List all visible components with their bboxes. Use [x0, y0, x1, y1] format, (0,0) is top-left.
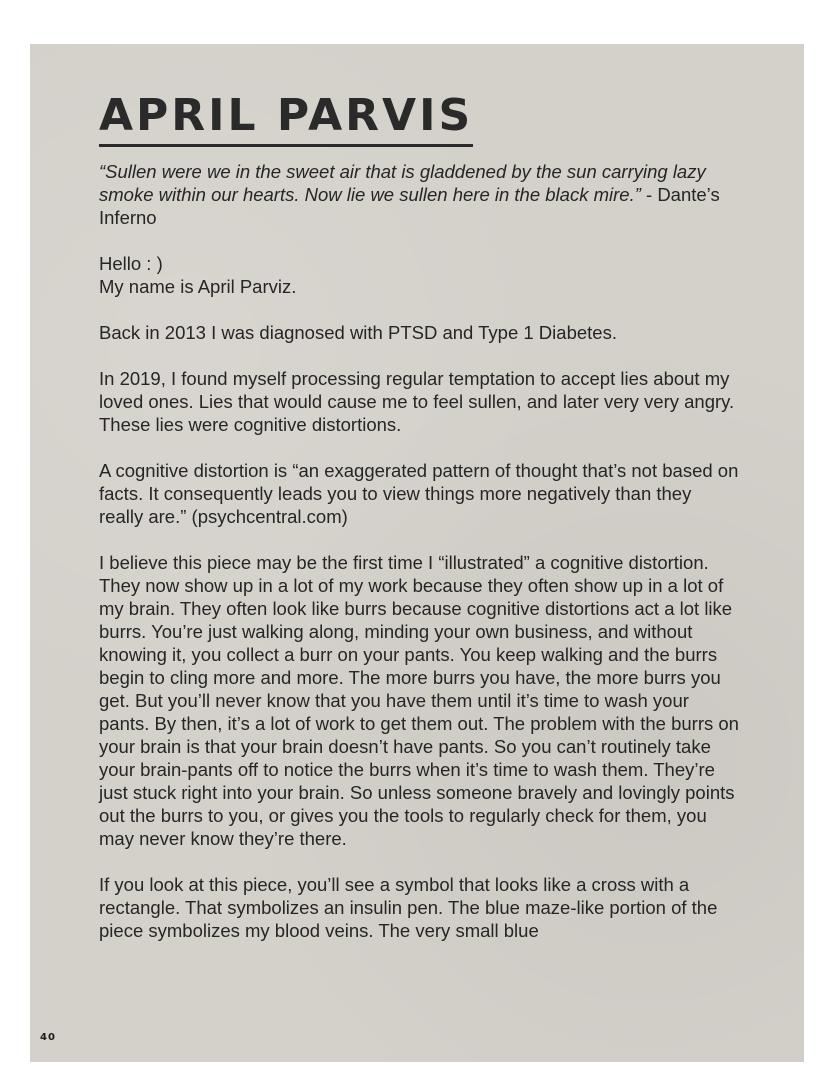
- page-title: APRIL PARVIS: [99, 94, 473, 147]
- greeting-line-2: My name is April Parviz.: [99, 276, 297, 297]
- greeting-line-1: Hello : ): [99, 253, 163, 274]
- epigraph-attribution: - Dante’s Inferno: [99, 184, 720, 228]
- epigraph: [99, 160, 739, 229]
- page: [30, 44, 804, 1062]
- article-body: [99, 160, 739, 965]
- greeting: [99, 252, 739, 298]
- paragraph-2019: In 2019, I found myself processing regular temptation to accept lies about my loved ones. Lies that would cause me to feel sullen, and later very very angry. These lies were cognitive distortions.: [99, 368, 735, 435]
- paragraph-definition: A cognitive distortion is “an exaggerated pattern of thought that’s not based on facts. It consequently leads you to view things more negatively than they really are.” (psychcentral.com): [99, 460, 739, 527]
- page-number: 40: [40, 1032, 56, 1043]
- paragraph-diagnosis: Back in 2013 I was diagnosed with PTSD and Type 1 Diabetes.: [99, 322, 617, 343]
- paragraph-symbols: If you look at this piece, you’ll see a symbol that looks like a cross with a rectangle. That symbolizes an insulin pen. The blue maze-like portion of the piece symbolizes my blood veins. The very small blue: [99, 874, 718, 941]
- paragraph-burrs: I believe this piece may be the first time I “illustrated” a cognitive distortion. They now show up in a lot of my work because they often show up in a lot of my brain. They often look like burrs because cognitive distortions act a lot like burrs. You’re just walking along, minding your own business, and without knowing it, you collect a burr on your pants. You keep walking and the burrs begin to cling more and more. The more burrs you have, the more burrs you get. But you’ll never know that you have them until it’s time to wash your pants. By then, it’s a lot of work to get them out. The problem with the burrs on your brain is that your brain doesn’t have pants. So you can’t routinely take your brain-pants off to notice the burrs when it’s time to wash them. They’re just stuck right into your brain. So unless someone bravely and lovingly points out the burrs to you, or gives you the tools to regularly check for them, you may never know they’re there.: [99, 552, 739, 849]
- epigraph-quote: “Sullen were we in the sweet air that is gladdened by the sun carrying lazy smoke within our hearts. Now lie we sullen here in the black mire.”: [99, 161, 706, 205]
